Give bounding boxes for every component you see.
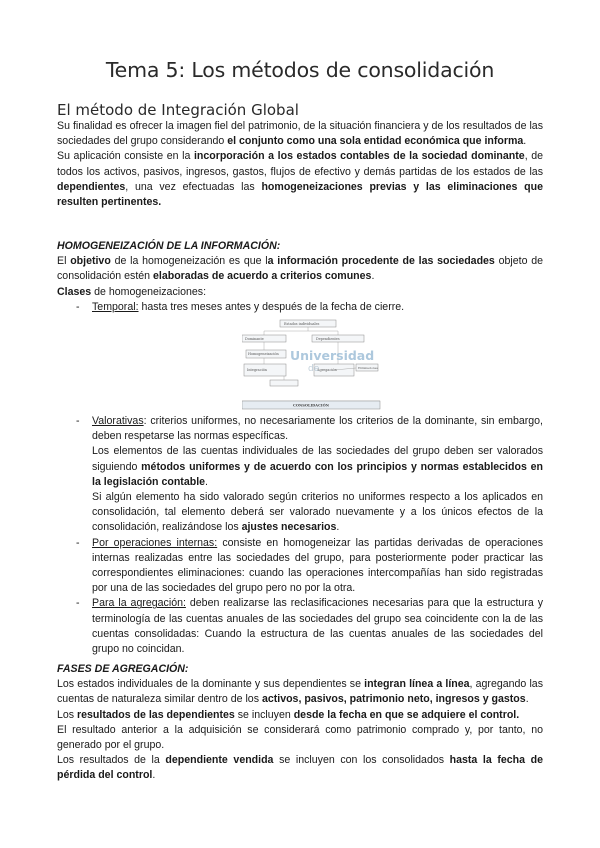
watermark-text-top: Universidad xyxy=(290,348,375,363)
diagram-label-6: Agregación xyxy=(317,368,337,372)
list-item-operaciones-internas xyxy=(57,536,543,597)
fases-paragraph-4 xyxy=(57,753,543,783)
text: se incluyen xyxy=(234,708,294,721)
text: Si algún elemento ha sido valorado según criterios no uniformes respecto a los aplicados en consolidación, tal elemento deberá ser valorado nuevamente y a los únicos efectos de la consolidación, realizándose los xyxy=(92,491,543,534)
list-item-label: Para la agregación: xyxy=(92,597,186,610)
bold-text: incorporación a los estados contables de la sociedad dominante xyxy=(193,150,525,163)
diagram-bottom-label: CONSOLIDACIÓN xyxy=(292,403,330,408)
text: de homogeneizaciones: xyxy=(91,285,207,298)
text: Su finalidad es ofrecer la imagen fiel del patrimonio, de la situación financiera y de los resultados de las sociedades del grupo considerando xyxy=(57,120,543,148)
watermark-text-bottom: de xyxy=(308,364,320,374)
homogeneizacion-paragraph-2 xyxy=(57,285,543,300)
fases-block xyxy=(57,662,543,784)
bold-text: elaboradas de acuerdo a criterios comunes xyxy=(153,270,372,283)
list-item-label: Valorativas xyxy=(92,415,144,427)
valorativas-paragraph-3 xyxy=(92,490,543,536)
list-item-temporal xyxy=(57,300,543,315)
text: . xyxy=(336,521,340,534)
bold-text: dependiente vendida xyxy=(165,754,274,767)
text: Los resultados de la xyxy=(57,754,166,767)
list-item-label: Por operaciones internas: xyxy=(92,536,218,549)
valorativas-paragraph-1 xyxy=(92,414,543,444)
bold-text: hasta la fecha de pérdida del control xyxy=(57,754,544,782)
text: Los elementos de las cuentas individuales de las sociedades del grupo deben ser valorados siguiendo xyxy=(92,445,543,473)
text: . xyxy=(371,270,375,283)
text: , agregando las cuentas de naturaleza similar dentro de los xyxy=(57,678,543,706)
text: hasta tres meses antes y después de la fecha de cierre. xyxy=(138,300,405,313)
bold-text: resultados de las dependientes xyxy=(77,708,235,721)
homogeneizacion-list xyxy=(57,300,543,315)
bold-text: objetivo xyxy=(70,255,111,268)
bold-text: ajustes necesarios xyxy=(241,521,337,534)
text: , de todos los activos, pasivos, ingresos, gastos, flujos de efectivo y demás partidas de los estados de las xyxy=(57,150,544,178)
list-item-agregacion xyxy=(57,596,543,657)
text: : criterios uniformes, no necesariamente los criterios de la dominante, sin embargo, deben respetarse las normas específicas. xyxy=(92,415,543,443)
homogeneizacion-paragraph-1 xyxy=(57,254,543,284)
diagram-label-7: Eliminaciones xyxy=(358,366,378,370)
text: . xyxy=(523,135,527,148)
bold-text: activos, pasivos, patrimonio neto, ingresos y gastos xyxy=(261,693,526,706)
bold-text: métodos uniformes y de acuerdo con los principios y normas establecidos en la legislación contable xyxy=(92,460,543,488)
homogeneizacion-list-2 xyxy=(57,414,543,657)
homogeneizacion-heading: HOMOGENEIZACIÓN DE LA INFORMACIÓN: xyxy=(57,240,281,252)
list-item-label: Temporal: xyxy=(92,300,139,313)
valorativas-paragraph-2 xyxy=(92,444,543,490)
diagram-label-5: Integración xyxy=(247,368,267,372)
bold-text: Clases xyxy=(57,285,92,298)
text: Su aplicación consiste en la xyxy=(57,150,194,163)
text: Los estados individuales de la dominante y sus dependientes se xyxy=(57,678,365,691)
diagram-label-3: Dependientes xyxy=(316,337,340,341)
intro-block xyxy=(57,119,543,210)
dash-bullet: - xyxy=(76,597,80,610)
bold-text: a información procedente de las sociedades xyxy=(267,255,495,268)
fases-heading: FASES DE AGREGACIÓN: xyxy=(57,663,189,675)
bold-text: desde la fecha en que se adquiere el control. xyxy=(293,708,520,721)
text: . xyxy=(152,769,156,782)
fases-paragraph-2 xyxy=(57,708,543,723)
diagram-label-4: Homogeneización xyxy=(248,352,279,356)
dash-bullet: - xyxy=(76,415,80,427)
diagram-label-1: Estados individuales xyxy=(284,322,320,326)
text: deben realizarse las reclasificaciones necesarias para que la estructura y terminología de las cuentas anuales de las sociedades del grupo sea coincidente con la de las cuentas consolidadas: Cuando la estructura de las cuentas anuales de las sociedades del grupo no coincidan. xyxy=(92,597,543,656)
page-title: Tema 5: Los métodos de consolidación xyxy=(105,58,495,82)
text: . xyxy=(205,475,208,488)
text: se incluyen con los consolidados xyxy=(273,754,450,767)
text: objeto de consolidación estén xyxy=(57,255,544,283)
text: de la homogeneización es que l xyxy=(110,255,268,268)
fases-paragraph-1 xyxy=(57,677,543,707)
bold-text: homogeneizaciones previas y las eliminaciones que resulten pertinentes. xyxy=(57,180,543,209)
intro-paragraph-1 xyxy=(57,119,543,149)
consolidation-diagram xyxy=(242,318,382,412)
intro-paragraph-2 xyxy=(57,149,543,210)
homogeneizacion-block xyxy=(57,239,543,315)
fases-paragraph-3: El resultado anterior a la adquisición se considerará como patrimonio comprado y, por tanto, no generado por el grupo. xyxy=(57,723,543,752)
dash-bullet: - xyxy=(76,536,80,549)
text: Los xyxy=(57,708,78,721)
text: El xyxy=(57,255,71,268)
section-title: El método de Integración Global xyxy=(57,101,299,119)
bold-text: dependientes xyxy=(57,180,126,193)
bold-text: integran línea a línea xyxy=(364,678,470,691)
list-item-valorativas xyxy=(57,414,543,536)
homogeneizacion-list-continued xyxy=(57,414,543,657)
dash-bullet: - xyxy=(76,300,80,313)
diagram-label-2: Dominante xyxy=(245,337,264,341)
text: . xyxy=(525,693,529,706)
text: , una vez efectuadas las xyxy=(125,180,262,193)
text: consiste en homogeneizar las partidas derivadas de operaciones internas realizadas entre las sociedades del grupo, para posteriormente poder practicar las correspondientes eliminaciones: cuando las operaciones intercompañías han sido registradas por una de las sociedades del grupo pero no por la otra. xyxy=(92,536,543,595)
bold-text: el conjunto como una sola entidad económica que informa xyxy=(227,135,524,148)
